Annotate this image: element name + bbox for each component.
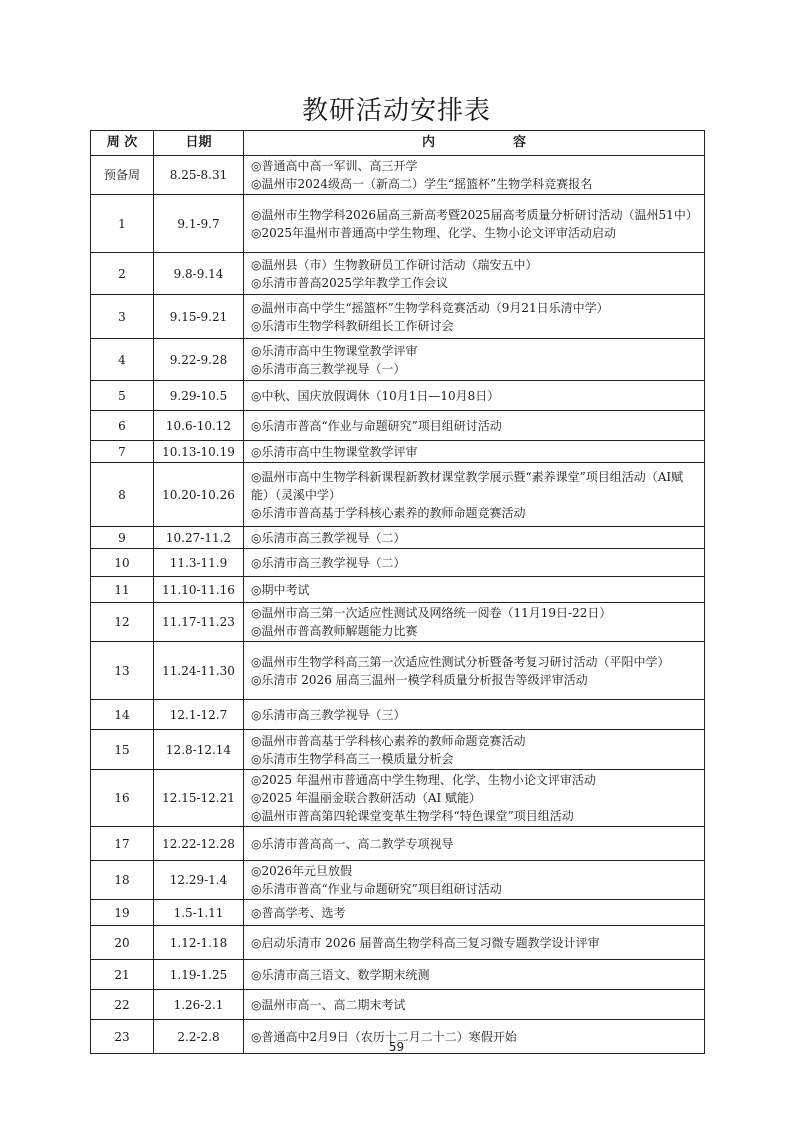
table-row <box>91 730 705 770</box>
table-row <box>91 827 705 861</box>
week-cell: 9 <box>91 527 154 549</box>
activity-item: ◎乐清市生物学科教研组长工作研讨会 <box>251 318 454 333</box>
activity-item: ◎温州市普高第四轮课堂变革生物学科“特色课堂”项目组活动 <box>251 809 574 823</box>
week-cell: 18 <box>91 861 154 900</box>
table-body <box>91 156 705 1054</box>
date-cell: 11.3-11.9 <box>154 549 244 577</box>
date-cell: 8.25-8.31 <box>154 156 244 195</box>
week-cell: 3 <box>91 295 154 339</box>
week-cell: 10 <box>91 549 154 577</box>
content-cell <box>244 577 705 603</box>
activity-item: ◎温州市高一、高二期末考试 <box>251 997 406 1012</box>
page-number: 59 <box>388 1040 405 1054</box>
date-cell: 9.8-9.14 <box>154 253 244 295</box>
date-cell: 9.22-9.28 <box>154 339 244 381</box>
date-cell: 11.24-11.30 <box>154 642 244 700</box>
content-cell <box>244 730 705 770</box>
date-cell: 10.6-10.12 <box>154 411 244 441</box>
date-cell: 10.27-11.2 <box>154 527 244 549</box>
date-cell: 10.13-10.19 <box>154 441 244 463</box>
table-row <box>91 253 705 295</box>
activity-item: ◎乐清市高中生物课堂教学评审 <box>251 343 418 358</box>
table-row <box>91 770 705 827</box>
activity-item: ◎乐清市普高基于学科核心素养的教师命题竞赛活动 <box>251 505 526 520</box>
week-cell: 23 <box>91 1020 154 1054</box>
week-cell: 5 <box>91 381 154 411</box>
table-row <box>91 926 705 960</box>
table-row <box>91 195 705 253</box>
date-cell: 12.22-12.28 <box>154 827 244 861</box>
page-title: 教研活动安排表 <box>301 96 491 126</box>
header-date: 日期 <box>154 131 244 156</box>
activity-item: ◎乐清市普高2025学年教学工作会议 <box>251 275 449 290</box>
activity-item: ◎乐清市 2026 届高三温州一模学科质量分析报告等级评审活动 <box>251 672 588 687</box>
activity-item: ◎乐清市普高“作业与命题研究”项目组研讨活动 <box>251 418 502 433</box>
week-cell: 1 <box>91 195 154 253</box>
activity-item: ◎温州市生物学科2026届高三新高考暨2025届高考质量分析研讨活动（温州51中） <box>251 207 698 222</box>
table-row <box>91 990 705 1020</box>
week-cell: 7 <box>91 441 154 463</box>
activity-item: ◎2025 年温州市普通高中学生物理、化学、生物小论文评审活动 <box>251 773 596 787</box>
table-row <box>91 603 705 642</box>
week-cell: 4 <box>91 339 154 381</box>
content-cell <box>244 411 705 441</box>
week-cell: 14 <box>91 700 154 730</box>
table-row <box>91 861 705 900</box>
activity-item: ◎温州市普高基于学科核心素养的教师命题竞赛活动 <box>251 733 526 748</box>
activity-item: ◎期中考试 <box>251 582 310 597</box>
activity-item: ◎乐清市高中生物课堂教学评审 <box>251 444 418 459</box>
content-cell <box>244 549 705 577</box>
week-cell: 20 <box>91 926 154 960</box>
activity-item: ◎普通高中2月9日（农历十二月二十二）寒假开始 <box>251 1029 517 1044</box>
week-cell: 17 <box>91 827 154 861</box>
date-cell: 9.29-10.5 <box>154 381 244 411</box>
activity-item: ◎温州市普高教师解题能力比赛 <box>251 624 418 638</box>
date-cell: 10.20-10.26 <box>154 463 244 527</box>
week-cell: 预备周 <box>91 156 154 195</box>
activity-item: ◎启动乐清市 2026 届普高生物学科高三复习微专题教学设计评审 <box>251 935 600 950</box>
content-cell <box>244 527 705 549</box>
content-cell <box>244 603 705 642</box>
activity-item: ◎温州市2024级高一（新高二）学生“摇篮杯”生物学科竞赛报名 <box>251 177 593 191</box>
content-cell <box>244 253 705 295</box>
date-cell: 9.1-9.7 <box>154 195 244 253</box>
date-cell: 12.15-12.21 <box>154 770 244 827</box>
date-cell: 2.2-2.8 <box>154 1020 244 1054</box>
activity-item: ◎乐清市高三教学视导（一） <box>251 361 406 376</box>
date-cell: 12.8-12.14 <box>154 730 244 770</box>
date-cell: 11.17-11.23 <box>154 603 244 642</box>
activity-item: ◎温州市高中学生“摇篮杯”生物学科竞赛活动（9月21日乐清中学） <box>251 300 609 315</box>
week-cell: 15 <box>91 730 154 770</box>
activity-item: ◎2025 年温丽金联合教研活动（AI 赋能） <box>251 791 482 805</box>
table-row <box>91 295 705 339</box>
table-row <box>91 900 705 926</box>
table-row <box>91 527 705 549</box>
content-cell <box>244 900 705 926</box>
week-cell: 8 <box>91 463 154 527</box>
content-cell <box>244 156 705 195</box>
content-cell <box>244 463 705 527</box>
activity-item: ◎普通高中高一军训、高三开学 <box>251 159 418 173</box>
week-cell: 12 <box>91 603 154 642</box>
content-cell <box>244 339 705 381</box>
activity-item: ◎乐清市生物学科高三一模质量分析会 <box>251 751 454 766</box>
activity-item: ◎温州市高三第一次适应性测试及网络统一阅卷（11月19日-22日） <box>251 606 612 620</box>
content-cell <box>244 642 705 700</box>
date-cell: 11.10-11.16 <box>154 577 244 603</box>
content-cell <box>244 960 705 990</box>
activity-item: ◎2025年温州市普通高中学生物理、化学、生物小论文评审活动启动 <box>251 225 617 240</box>
table-row <box>91 577 705 603</box>
content-cell <box>244 195 705 253</box>
table-row <box>91 642 705 700</box>
date-cell: 12.29-1.4 <box>154 861 244 900</box>
content-cell <box>244 381 705 411</box>
content-cell <box>244 700 705 730</box>
activity-item: ◎乐清市高三教学视导（二） <box>251 555 406 570</box>
date-cell: 9.15-9.21 <box>154 295 244 339</box>
table-row <box>91 156 705 195</box>
header-content: 内 容 <box>244 131 705 156</box>
table-row <box>91 700 705 730</box>
activity-item: ◎乐清市普高“作业与命题研究”项目组研讨活动 <box>251 882 502 896</box>
activity-item: ◎普高学考、选考 <box>251 905 346 920</box>
content-cell <box>244 926 705 960</box>
week-cell: 2 <box>91 253 154 295</box>
table-row <box>91 463 705 527</box>
table-row <box>91 339 705 381</box>
week-cell: 19 <box>91 900 154 926</box>
activity-item: ◎温州市高中生物学科新课程新教材课堂教学展示暨“素养课堂”项目组活动（AI赋能）（灵溪中学） <box>251 469 684 502</box>
table-header-row <box>91 131 705 156</box>
table-row <box>91 411 705 441</box>
activity-item: ◎2026年元旦放假 <box>251 864 353 878</box>
week-cell: 16 <box>91 770 154 827</box>
content-cell <box>244 827 705 861</box>
activity-item: ◎乐清市高三语文、数学期末统测 <box>251 967 430 982</box>
content-cell <box>244 295 705 339</box>
table-row <box>91 441 705 463</box>
content-cell <box>244 770 705 827</box>
week-cell: 13 <box>91 642 154 700</box>
content-cell <box>244 990 705 1020</box>
week-cell: 21 <box>91 960 154 990</box>
week-cell: 11 <box>91 577 154 603</box>
date-cell: 1.12-1.18 <box>154 926 244 960</box>
activity-item: ◎温州市生物学科高三第一次适应性测试分析暨备考复习研讨活动（平阳中学） <box>251 654 670 669</box>
schedule-table <box>90 130 705 1054</box>
week-cell: 22 <box>91 990 154 1020</box>
activity-item: ◎乐清市普高高一、高二教学专项视导 <box>251 836 454 851</box>
activity-item: ◎乐清市高三教学视导（二） <box>251 530 406 545</box>
table-row <box>91 549 705 577</box>
date-cell: 12.1-12.7 <box>154 700 244 730</box>
activity-item: ◎中秋、国庆放假调休（10月1日—10月8日） <box>251 388 500 403</box>
header-week: 周 次 <box>91 131 154 156</box>
activity-item: ◎温州县（市）生物教研员工作研讨活动（瑞安五中） <box>251 257 538 272</box>
date-cell: 1.26-2.1 <box>154 990 244 1020</box>
content-cell <box>244 861 705 900</box>
date-cell: 1.5-1.11 <box>154 900 244 926</box>
content-cell <box>244 441 705 463</box>
date-cell: 1.19-1.25 <box>154 960 244 990</box>
activity-item: ◎乐清市高三教学视导（三） <box>251 707 406 722</box>
table-row <box>91 381 705 411</box>
week-cell: 6 <box>91 411 154 441</box>
table-row <box>91 960 705 990</box>
